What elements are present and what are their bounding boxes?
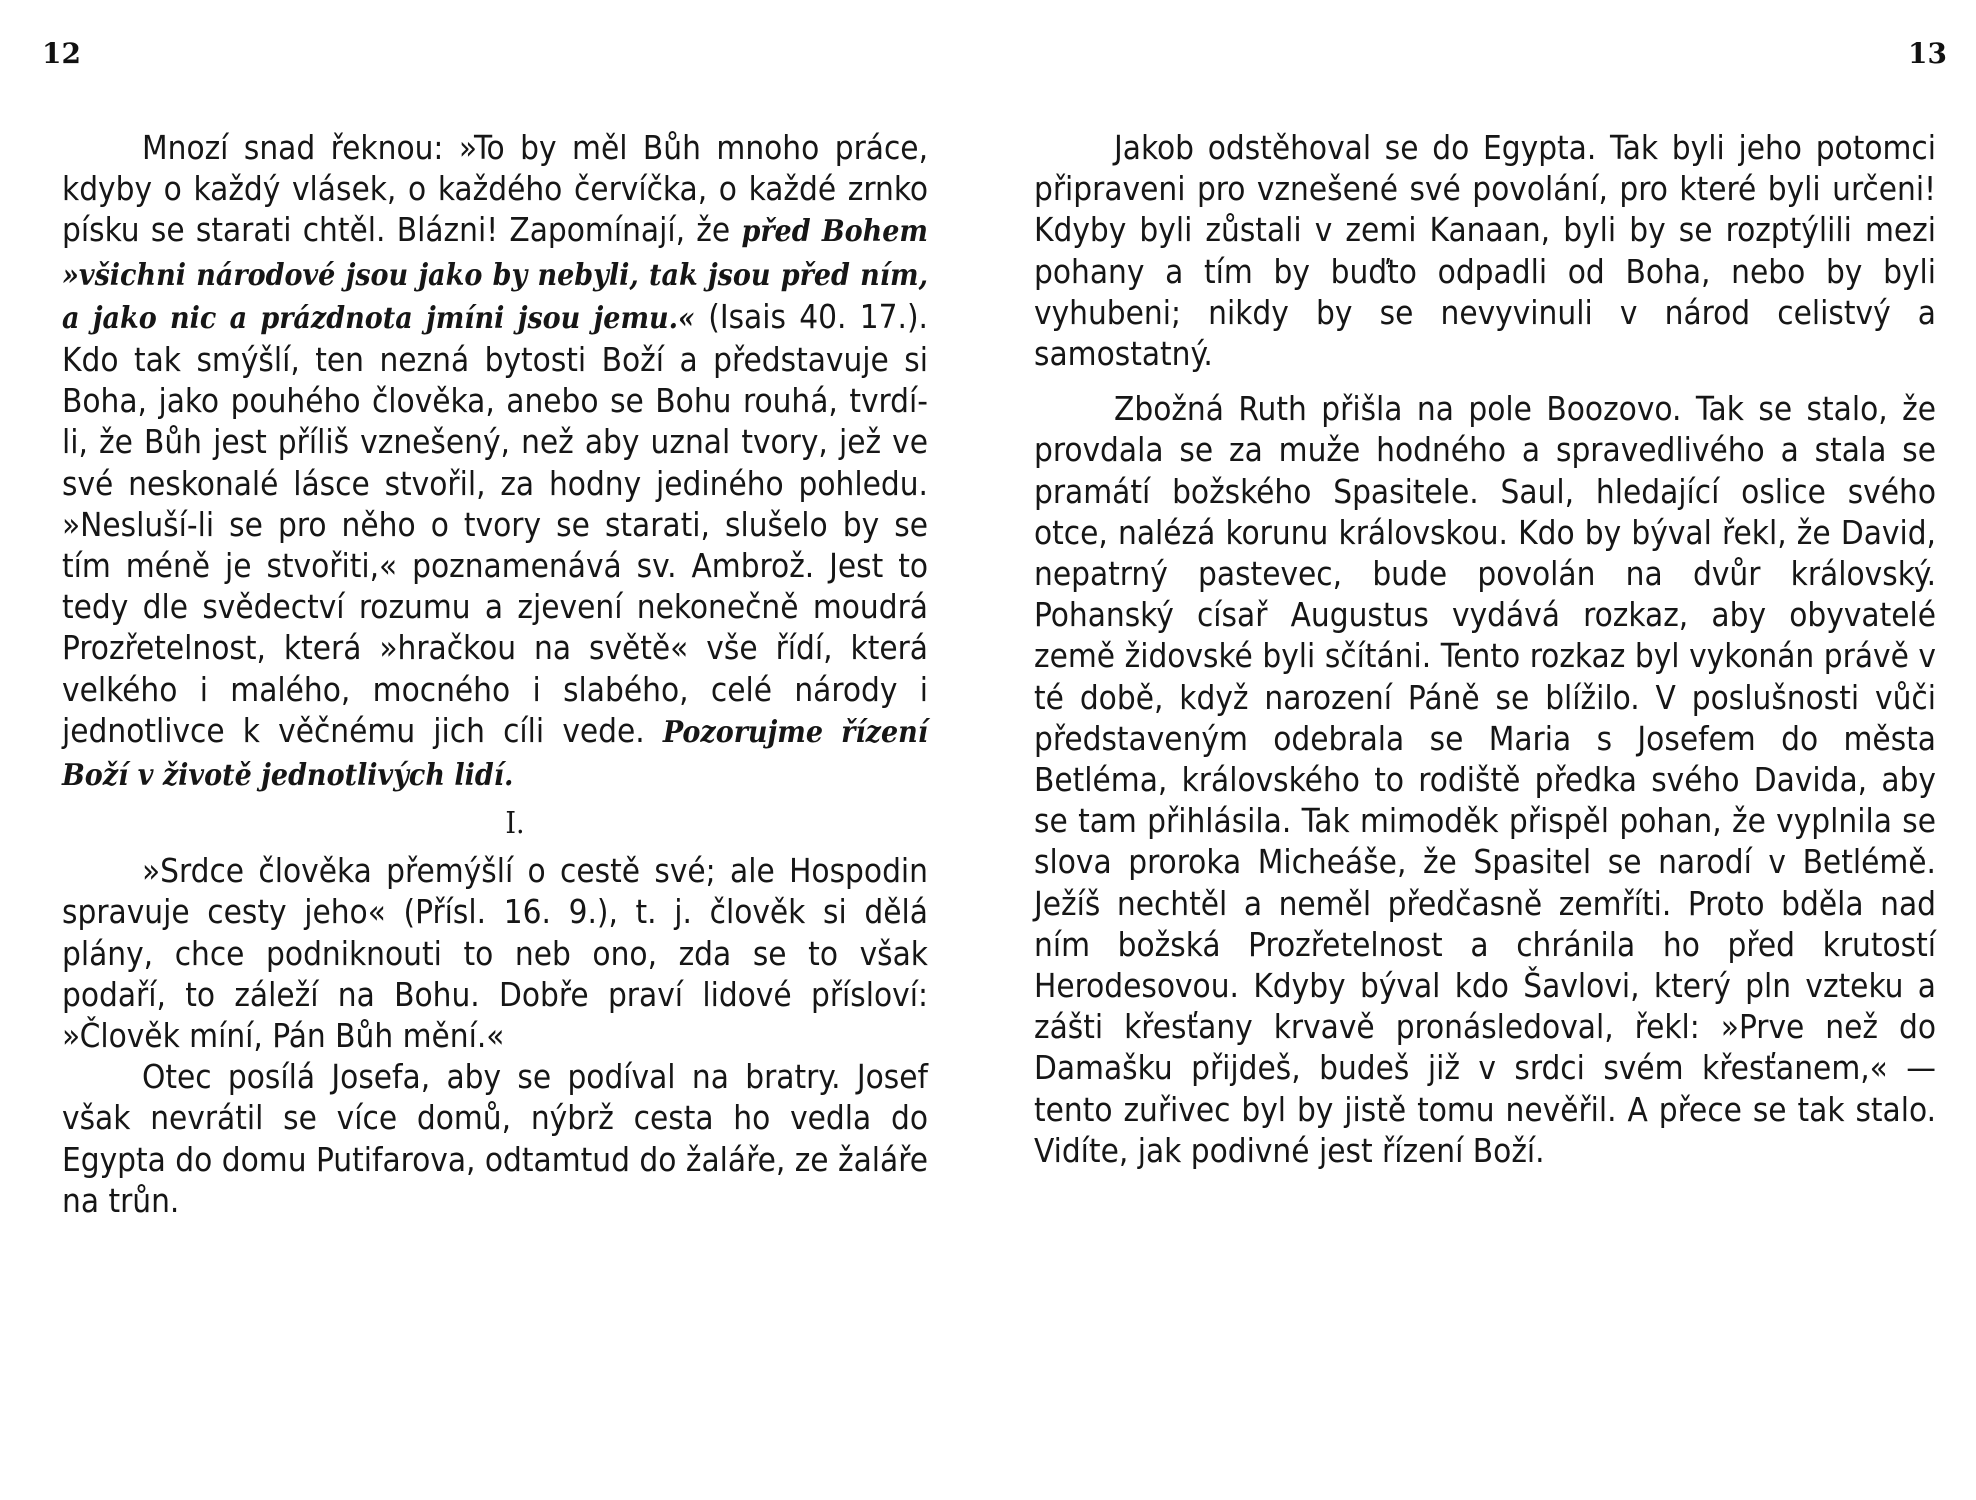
- page-number-left: 12: [42, 37, 81, 70]
- text-run: Otec posílá Josefa, aby se podíval na bratry. Josef však nevrátil se více domů, nýbrž cesta ho vedla do Egypta do domu Putifarova, odtamtud do žaláře, ze žaláře na trůn.: [62, 1057, 928, 1220]
- text-run: Zbožná Ruth přišla na pole Boozovo. Tak se stalo, že provdala se za muže hodného a spravedlivého a stala se pramátí božského Spasitele. Saul, hledající oslice svého otce, nalézá korunu královskou. Kdo by býval řekl, že David, nepatrný pastevec, bude povolán na dvůr královský. Pohanský císař Augustus vydává rozkaz, aby obyvatelé země židovské byli sčítáni. Tento rozkaz byl vykonán právě v té době, když narození Páně se blížilo. V poslušnosti vůči představeným odebrala se Maria s Josefem do města Betléma, královského to rodiště předka svého Davida, aby se tam přihlásila. Tak mimoděk přispěl pohan, že vyplnila se slova proroka Micheáše, že Spasitel se narodí v Betlémě. Ježíš nechtěl a neměl předčasně zemříti. Proto bděla nad ním božská Prozřetelnost a chránila ho před krutostí Herodesovou. Kdyby býval kdo Šavlovi, který pln vzteku a zášti křesťany krvavě pronásledoval, řekl: »Prve než do Damašku přijdeš, budeš již v srdci svém křesťanem,« — tento zuřivec byl by jistě tomu nevěřil. A přece se tak stalo. Vidíte, jak podivné jest řízení Boží.: [1034, 389, 1936, 1170]
- italic-quotation: před Bohem »všichni národové jsou jako by nebyli, tak jsou před ním, a jako nic a prázdnota jmíni jsou jemu.«: [62, 214, 928, 336]
- paragraph: [1034, 127, 1936, 374]
- paragraph: [62, 1056, 928, 1221]
- paragraph: [62, 850, 928, 1056]
- left-text-column: [62, 127, 928, 1221]
- right-text-column: [1034, 127, 1936, 1171]
- italic-emphasis: Pozorujme řízení Boží v životě jednotlivých lidí.: [62, 714, 929, 794]
- text-run: Mnozí snad řeknou: »To by měl Bůh mnoho práce, kdyby o každý vlásek, o každého červíčka, o každé zrnko písku se starati chtěl. Blázni! Zapomínají, že: [62, 128, 928, 250]
- text-run: (Isais 40. 17.). Kdo tak smýšlí, ten nezná bytosti Boží a představuje si Boha, jako pouhého člověka, anebo se Bohu rouhá, tvrdí-li, že Bůh jest příliš vznešený, než aby uznal tvory, jež ve své neskonalé lásce stvořil, za hodny jediného pohledu. »Nesluší-li se pro něho o tvory se starati, slušelo by se tím méně je stvořiti,« poznamenává sv. Ambrož. Jest to tedy dle svědectví rozumu a zjevení nekonečně moudrá Prozřetelnost, která »hračkou na světě« vše řídí, která velkého i malého, mocného i slabého, celé národy i jednotlivce k věčnému jich cíli vede.: [62, 296, 928, 750]
- paragraph: [1034, 388, 1936, 1171]
- text-run: »Srdce člověka přemýšlí o cestě své; ale Hospodin spravuje cesty jeho« (Přísl. 16. 9.), t. j. člověk si dělá plány, chce podniknouti to neb ono, zda se to však podaří, to záleží na Bohu. Dobře praví lidové přísloví: »Člověk míní, Pán Bůh mění.«: [62, 851, 928, 1056]
- paragraph: [62, 127, 928, 796]
- text-run: Jakob odstěhoval se do Egypta. Tak byli jeho potomci připraveni pro vznešené své povolání, pro které byli určeni! Kdyby byli zůstali v zemi Kanaan, byli by se rozptýlili mezi pohany a tím by buďto odpadli od Boha, nebo by byli vyhubeni; nikdy by se nevyvinuli v národ celistvý a samostatný.: [1034, 128, 1936, 374]
- section-numeral: I.: [505, 806, 525, 842]
- page-number-right: 13: [1908, 37, 1947, 70]
